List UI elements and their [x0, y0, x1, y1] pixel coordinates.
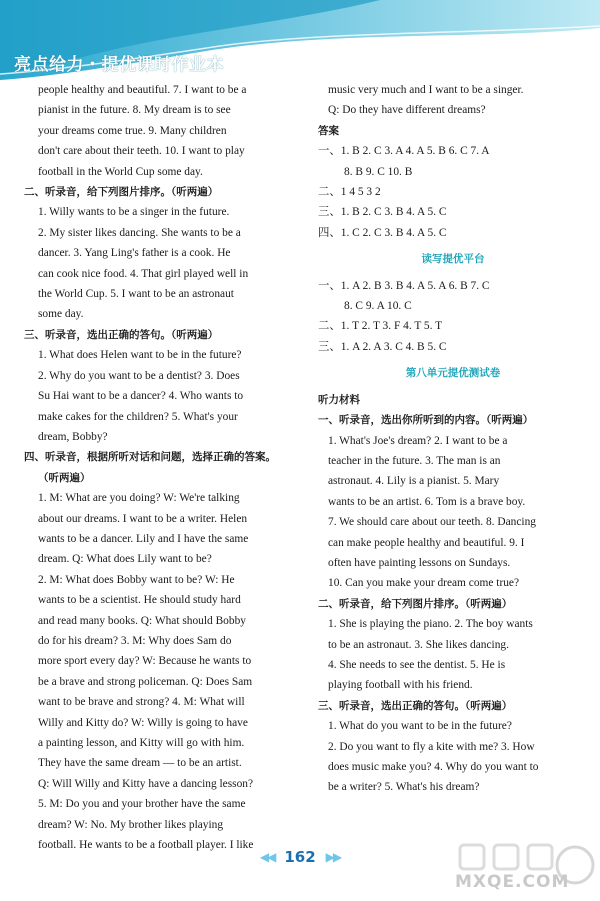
text-line: dream, Bobby?	[38, 430, 108, 443]
text-line: 1. M: What are you doing? W: We're talking	[38, 492, 240, 505]
text-line: some day.	[38, 308, 84, 321]
text-line: don't care about their teeth. 10. I want to play	[38, 145, 245, 158]
answer-line: 三、1. A 2. A 3. C 4. B 5. C	[318, 340, 447, 353]
watermark-text: MXQE.COM	[455, 872, 570, 892]
text-line: 4. She needs to see the dentist. 5. He is	[328, 658, 506, 671]
text-line: 5. M: Do you and your brother have the same	[38, 798, 246, 811]
text-line: 1. What does Helen want to be in the future?	[38, 349, 242, 362]
left-arrows-icon: ◀◀	[259, 849, 275, 864]
text-line: Q: Do they have different dreams?	[328, 104, 486, 117]
page-header-banner	[0, 0, 600, 82]
text-line: make cakes for the children? 5. What's your	[38, 410, 238, 423]
answer-line: 四、1. C 2. C 3. B 4. A 5. C	[318, 226, 447, 239]
text-line: a painting lesson, and Kitty will go with him.	[38, 737, 245, 749]
text-line: 7. We should care about our teeth. 8. Dancing	[328, 516, 536, 529]
text-line: 2. M: What does Bobby want to be? W: He	[38, 573, 235, 586]
section-title: 第八单元提优测试卷	[405, 367, 501, 380]
text-line: 1. She is playing the piano. 2. The boy wants	[328, 618, 533, 631]
text-line: do for his dream? 3. M: Why does Sam do	[38, 634, 232, 647]
text-line: wants to be an artist. 6. Tom is a brave boy.	[328, 495, 526, 508]
answer-line: 8. C 9. A 10. C	[344, 300, 412, 313]
text-line: astronaut. 4. Lily is a pianist. 5. Mary	[328, 475, 500, 488]
text-line: people healthy and beautiful. 7. I want to be a	[38, 84, 247, 96]
text-line: playing football with his friend.	[328, 679, 473, 692]
text-line: 2. My sister likes dancing. She wants to be a	[38, 226, 241, 239]
text-line: the World Cup. 5. I want to be an astronaut	[38, 288, 234, 301]
page-number: 162	[284, 848, 316, 867]
section-heading: 三、听录音，选出正确的答句。（听两遍）	[318, 699, 513, 712]
text-line: more sport every day? W: Because he wants to	[38, 655, 252, 668]
text-line: can make people healthy and beautiful. 9. I	[328, 536, 525, 549]
text-line: and read many books. Q: What should Bobby	[38, 614, 246, 627]
text-line: your dreams come true. 9. Many children	[38, 124, 227, 137]
text-line: football. He wants to be a football player. I like	[38, 839, 254, 852]
text-line: dream? W: No. My brother likes playing	[38, 818, 224, 831]
section-heading: 二、听录音，给下列图片排序。（听两遍）	[318, 597, 513, 610]
text-line: 10. Can you make your dream come true?	[328, 577, 520, 590]
text-line: dancer. 3. Yang Ling's father is a cook. He	[38, 247, 231, 260]
section-heading: 一、听录音，选出你所听到的内容。（听两遍）	[318, 414, 534, 427]
text-line: does music make you? 4. Why do you want to	[328, 761, 539, 773]
section-heading: 二、听录音，给下列图片排序。（听两遍）	[24, 186, 219, 199]
section-title: 读写提优平台	[421, 253, 485, 266]
text-line: wants to be a dancer. Lily and I have the same	[38, 532, 249, 545]
text-line: be a brave and strong policeman. Q: Does Sam	[38, 675, 253, 688]
text-line: 1. What's Joe's dream? 2. I want to be a	[328, 434, 508, 447]
text-line: about our dreams. I want to be a writer. Helen	[38, 512, 248, 525]
answer-line: 二、1 4 5 3 2	[318, 186, 381, 199]
answer-line: 一、1. A 2. B 3. B 4. A 5. A 6. B 7. C	[318, 279, 490, 292]
text-line: be a writer? 5. What's his dream?	[328, 781, 480, 794]
text-line: 1. What do you want to be in the future?	[328, 720, 512, 733]
right-arrows-icon: ▶▶	[325, 849, 341, 864]
text-line: Willy and Kitty do? W: Willy is going to have	[38, 716, 248, 729]
answer-line: 一、1. B 2. C 3. A 4. A 5. B 6. C 7. A	[318, 145, 490, 158]
text-line: teacher in the future. 3. The man is an	[328, 454, 501, 467]
text-line: 2. Why do you want to be a dentist? 3. Does	[38, 369, 240, 382]
text-line: pianist in the future. 8. My dream is to see	[38, 104, 231, 117]
left-column	[24, 80, 303, 855]
text-line: wants to be a scientist. He should study hard	[38, 594, 241, 607]
text-line: 1. Willy wants to be a singer in the future.	[38, 206, 230, 219]
answer-line: 二、1. T 2. T 3. F 4. T 5. T	[318, 320, 443, 333]
answer-line: 三、1. B 2. C 3. B 4. A 5. C	[318, 206, 447, 219]
text-line: 2. Do you want to fly a kite with me? 3. How	[328, 740, 535, 753]
text-line: want to be brave and strong? 4. M: What will	[38, 696, 245, 709]
text-line: can cook nice food. 4. That girl played well in	[38, 267, 249, 280]
text-line: often have painting lessons on Sundays.	[328, 556, 511, 569]
text-line: football in the World Cup some day.	[38, 165, 203, 178]
text-line: dream. Q: What does Lily want to be?	[38, 553, 212, 566]
right-column	[318, 80, 588, 798]
section-heading: 四、听录音，根据所听对话和问题，选择正确的答案。	[24, 451, 276, 464]
text-line: music very much and I want to be a singer.	[328, 84, 524, 96]
section-heading-cont: （听两遍）	[38, 471, 91, 484]
answers-label: 答案	[318, 124, 339, 137]
answer-line: 8. B 9. C 10. B	[344, 165, 413, 178]
text-line: Q: Will Willy and Kitty have a dancing lesson?	[38, 777, 254, 790]
text-line: Su Hai want to be a dancer? 4. Who wants to	[38, 390, 244, 403]
brand-title: 亮点给力・提优课时作业本	[14, 55, 224, 75]
listening-label: 听力材料	[318, 393, 360, 406]
text-line: They have the same dream — to be an artist.	[38, 757, 242, 770]
section-heading: 三、听录音，选出正确的答句。（听两遍）	[24, 328, 219, 341]
text-line: to be an astronaut. 3. She likes dancing.	[328, 638, 509, 651]
